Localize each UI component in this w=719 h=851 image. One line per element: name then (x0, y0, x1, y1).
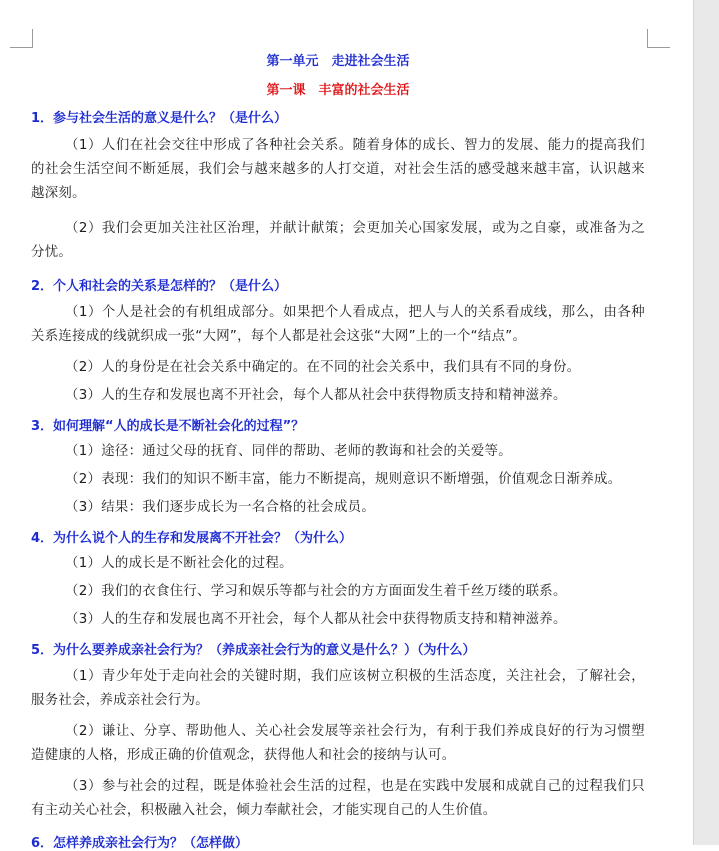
question-5-point-2: （2）谦让、分享、帮助他人、关心社会发展等亲社会行为，有利于我们养成良好的行为习惯塑造健康的人格，形成正确的价值观念，获得他人和社会的接纳与认可。 (31, 724, 645, 763)
question-1-point-2: （2）我们会更加关注社区治理，并献计献策；会更加关心国家发展，或为之自豪，或准备为之分忧。 (31, 221, 645, 260)
lesson-title: 第一课 丰富的社会生活 (266, 83, 410, 98)
question-2-point-1: （1）个人是社会的有机组成部分。如果把个人看成点，把人与人的关系看成线，那么，由各种关系连接成的线就织成一张“大网”，每个人都是社会这张“大网”上的一个“结点”。 (31, 305, 645, 344)
question-3-point-3: （3）结果：我们逐步成长为一名合格的社会成员。 (65, 500, 376, 515)
question-3-point-2: （2）表现：我们的知识不断丰富，能力不断提高，规则意识不断增强，价值观念日渐养成。 (65, 472, 622, 487)
question-4-point-1: （1）人的成长是不断社会化的过程。 (65, 556, 293, 571)
question-4-point-3: （3）人的生存和发展也离不开社会，每个人都从社会中获得物质支持和精神滋养。 (65, 612, 567, 627)
crop-mark-top-left (10, 29, 33, 48)
question-1-heading: 1．参与社会生活的意义是什么？（是什么） (31, 111, 288, 126)
question-5-point-3: （3）参与社会的过程，既是体验社会生活的过程，也是在实践中发展和成就自己的过程我们只有主动关心社会，积极融入社会，倾力奉献社会，才能实现自己的人生价值。 (31, 779, 645, 818)
question-5-point-1: （1）青少年处于走向社会的关键时期，我们应该树立积极的生活态度，关注社会，了解社会，服务社会，养成亲社会行为。 (31, 669, 645, 708)
question-2-point-2: （2）人的身份是在社会关系中确定的。在不同的社会关系中，我们具有不同的身份。 (65, 360, 581, 375)
question-5-heading: 5．为什么要养成亲社会行为？（养成亲社会行为的意义是什么？）（为什么） (31, 643, 476, 658)
question-2-heading: 2．个人和社会的关系是怎样的？（是什么） (31, 279, 288, 294)
question-6-heading: 6．怎样养成亲社会行为？（怎样做） (31, 836, 249, 851)
crop-mark-top-right (647, 29, 670, 48)
question-1-point-1: （1）人们在社会交往中形成了各种社会关系。随着身体的成长、智力的发展、能力的提高我们的社会生活空间不断延展，我们会与越来越多的人打交道，对社会生活的感受越来越丰富，认识越来越深刻。 (31, 138, 645, 201)
question-4-heading: 4．为什么说个人的生存和发展离不开社会？（为什么） (31, 531, 353, 546)
window-margin (693, 0, 719, 845)
question-2-point-3: （3）人的生存和发展也离不开社会，每个人都从社会中获得物质支持和精神滋养。 (65, 388, 567, 403)
question-3-heading: 3．如何理解“人的成长是不断社会化的过程”？ (31, 419, 305, 434)
question-4-point-2: （2）我们的衣食住行、学习和娱乐等都与社会的方方面面发生着千丝万缕的联系。 (65, 584, 567, 599)
question-3-point-1: （1）途径：通过父母的抚育、同伴的帮助、老师的教诲和社会的关爱等。 (65, 444, 512, 459)
unit-title: 第一单元 走进社会生活 (266, 54, 410, 69)
